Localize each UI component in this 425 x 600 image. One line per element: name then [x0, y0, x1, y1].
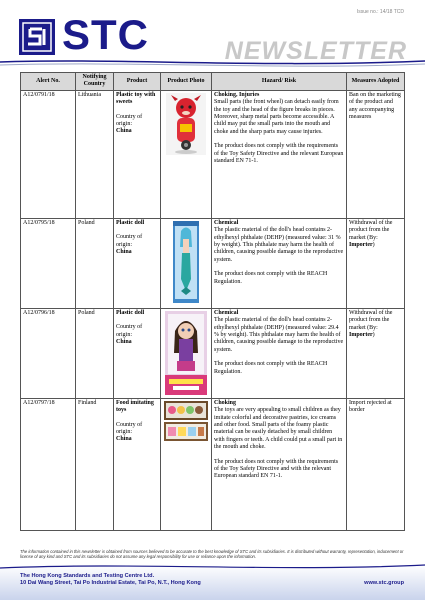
product-name: Plastic doll — [116, 219, 145, 226]
measures-text: Import rejected at border — [349, 399, 392, 414]
measures-cell: Withdrawal of the product from the market (By: Importer) — [347, 308, 405, 398]
disclaimer: The information contained in this newsletter is obtained from sources believed to be accurate to the best knowledge of STC and its subsidiaries. It is distributed without warranty, representation, inducement or license of any kind and STC and its subsidiaries do not assume any legal responsibility for use or reliance upon the information. — [20, 549, 404, 559]
compliance-text: The product does not comply with the requirements of the Toy Safety Directive and the relevant European standard EN 71-1. — [214, 143, 344, 165]
country: Poland — [76, 218, 114, 308]
photo-cell — [161, 308, 212, 398]
company-name: The Hong Kong Standards and Testing Centre Ltd. — [20, 573, 155, 579]
product-cell — [114, 218, 161, 308]
origin-value: China — [116, 436, 132, 443]
hazard-text: The toys are very appealing to small children as they imitate colorful and decorative pastries, ice creams and other food. Small parts of the foamy plastic material can be easily detached by small children with fingers or teeth. A child could put a small part in the mouth and choke. — [214, 407, 343, 451]
table-row — [21, 218, 405, 308]
alerts-table — [20, 72, 405, 531]
hazard-title: Chemical — [214, 309, 239, 316]
hazard-text: The plastic material of the doll's head contains 2-ethylhexyl phthalate (DEHP) (measured value: 31 % by weight). This phthalate may harm the health of children, causing possible damage to the reproductive system. — [214, 227, 344, 263]
measures-text: Withdrawal of the product from the market (By: — [349, 309, 393, 331]
measures-text: Withdrawal of the product from the market (By: — [349, 219, 393, 241]
website-link[interactable]: www.stc.group — [364, 580, 404, 586]
product-cell — [114, 398, 161, 530]
measures-cell — [347, 90, 405, 218]
origin-label: Country of origin: — [116, 234, 143, 248]
country: Poland — [76, 308, 114, 398]
origin-label: Country of origin: — [116, 113, 143, 128]
col-country: Notifying Country — [76, 73, 114, 91]
product-photo-red-toy — [166, 93, 206, 155]
header-wave — [0, 56, 425, 70]
col-photo: Product Photo — [161, 73, 212, 91]
origin-value: China — [116, 128, 132, 135]
col-measures: Measures Adopted — [347, 73, 405, 91]
measures-text: Ban on the marketing of the product and any accompanying measures — [349, 91, 401, 121]
product-photo-dark-hair-doll — [165, 311, 207, 395]
measures-by: Importer — [349, 242, 373, 249]
hazard-text: The plastic material of the doll's head contains 2-ethylhexyl phthalate (DEHP) (measured value: 29.4 % by weight). This phthalate may harm the health of children, causing possible damage to the reproductive system. — [214, 317, 344, 353]
hazard-cell — [212, 308, 347, 398]
measures-by: Importer — [349, 332, 373, 339]
photo-cell — [161, 398, 212, 530]
photo-cell — [161, 90, 212, 218]
product-photo-mermaid-doll — [173, 221, 199, 303]
newsletter-title: NEWSLETTER — [224, 37, 407, 65]
hazard-cell — [212, 90, 347, 218]
col-product: Product — [114, 73, 161, 91]
measures-cell: Withdrawal of the product from the market (By: Importer) — [347, 218, 405, 308]
origin-value: China — [116, 249, 132, 256]
origin-label: Country of origin: — [116, 421, 143, 436]
hazard-text: Small parts (the front wheel) can detach easily from the toy and the head of the figure breaks in pieces. Moreover, sharp metal parts become accessible. A child may put the small parts into the mouth and choke and the sharp parts may cause injuries. — [214, 99, 339, 135]
company-address: 10 Dai Wang Street, Tai Po Industrial Estate, Tai Po, N.T., Hong Kong — [20, 580, 201, 586]
hazard-title: Chemical — [214, 219, 239, 226]
hazard-title: Choking, Injuries — [214, 91, 260, 98]
product-name: Food imitating toys — [116, 399, 154, 414]
table-header-row — [21, 73, 405, 91]
alert-no: A12/0797/18 — [21, 398, 76, 530]
table-row — [21, 90, 405, 218]
hazard-cell — [212, 398, 347, 530]
header — [0, 0, 425, 72]
country: Finland — [76, 398, 114, 530]
measures-cell — [347, 398, 405, 530]
product-cell — [114, 90, 161, 218]
col-alert-no: Alert No. — [21, 73, 76, 91]
alert-no: A12/0791/18 — [21, 90, 76, 218]
col-hazard: Hazard/ Risk — [212, 73, 347, 91]
product-name: Plastic toy with sweets — [116, 91, 156, 106]
photo-cell — [161, 218, 212, 308]
product-name: Plastic doll — [116, 309, 145, 316]
hazard-cell — [212, 218, 347, 308]
logo-text: STC — [62, 11, 149, 58]
country: Lithuania — [76, 90, 114, 218]
table-row — [21, 398, 405, 530]
product-photo-food-toys — [164, 401, 208, 441]
compliance-text: The product does not comply with the requirements of the Toy Safety Directive and with the relevant European standard EN 71-1. — [214, 458, 339, 480]
origin-label: Country of origin: — [116, 324, 143, 338]
alert-no: A12/0796/18 — [21, 308, 76, 398]
table-row — [21, 308, 405, 398]
hazard-title: Choking — [214, 399, 237, 406]
alert-no: A12/0795/18 — [21, 218, 76, 308]
product-cell — [114, 308, 161, 398]
origin-value: China — [116, 339, 132, 346]
compliance-text: The product does not comply with the REACH Regulation. — [214, 271, 328, 285]
issue-ref: Issue no.: 14/18 TCD — [356, 9, 404, 15]
stc-logo-icon — [19, 19, 55, 55]
compliance-text: The product does not comply with the REACH Regulation. — [214, 361, 328, 375]
